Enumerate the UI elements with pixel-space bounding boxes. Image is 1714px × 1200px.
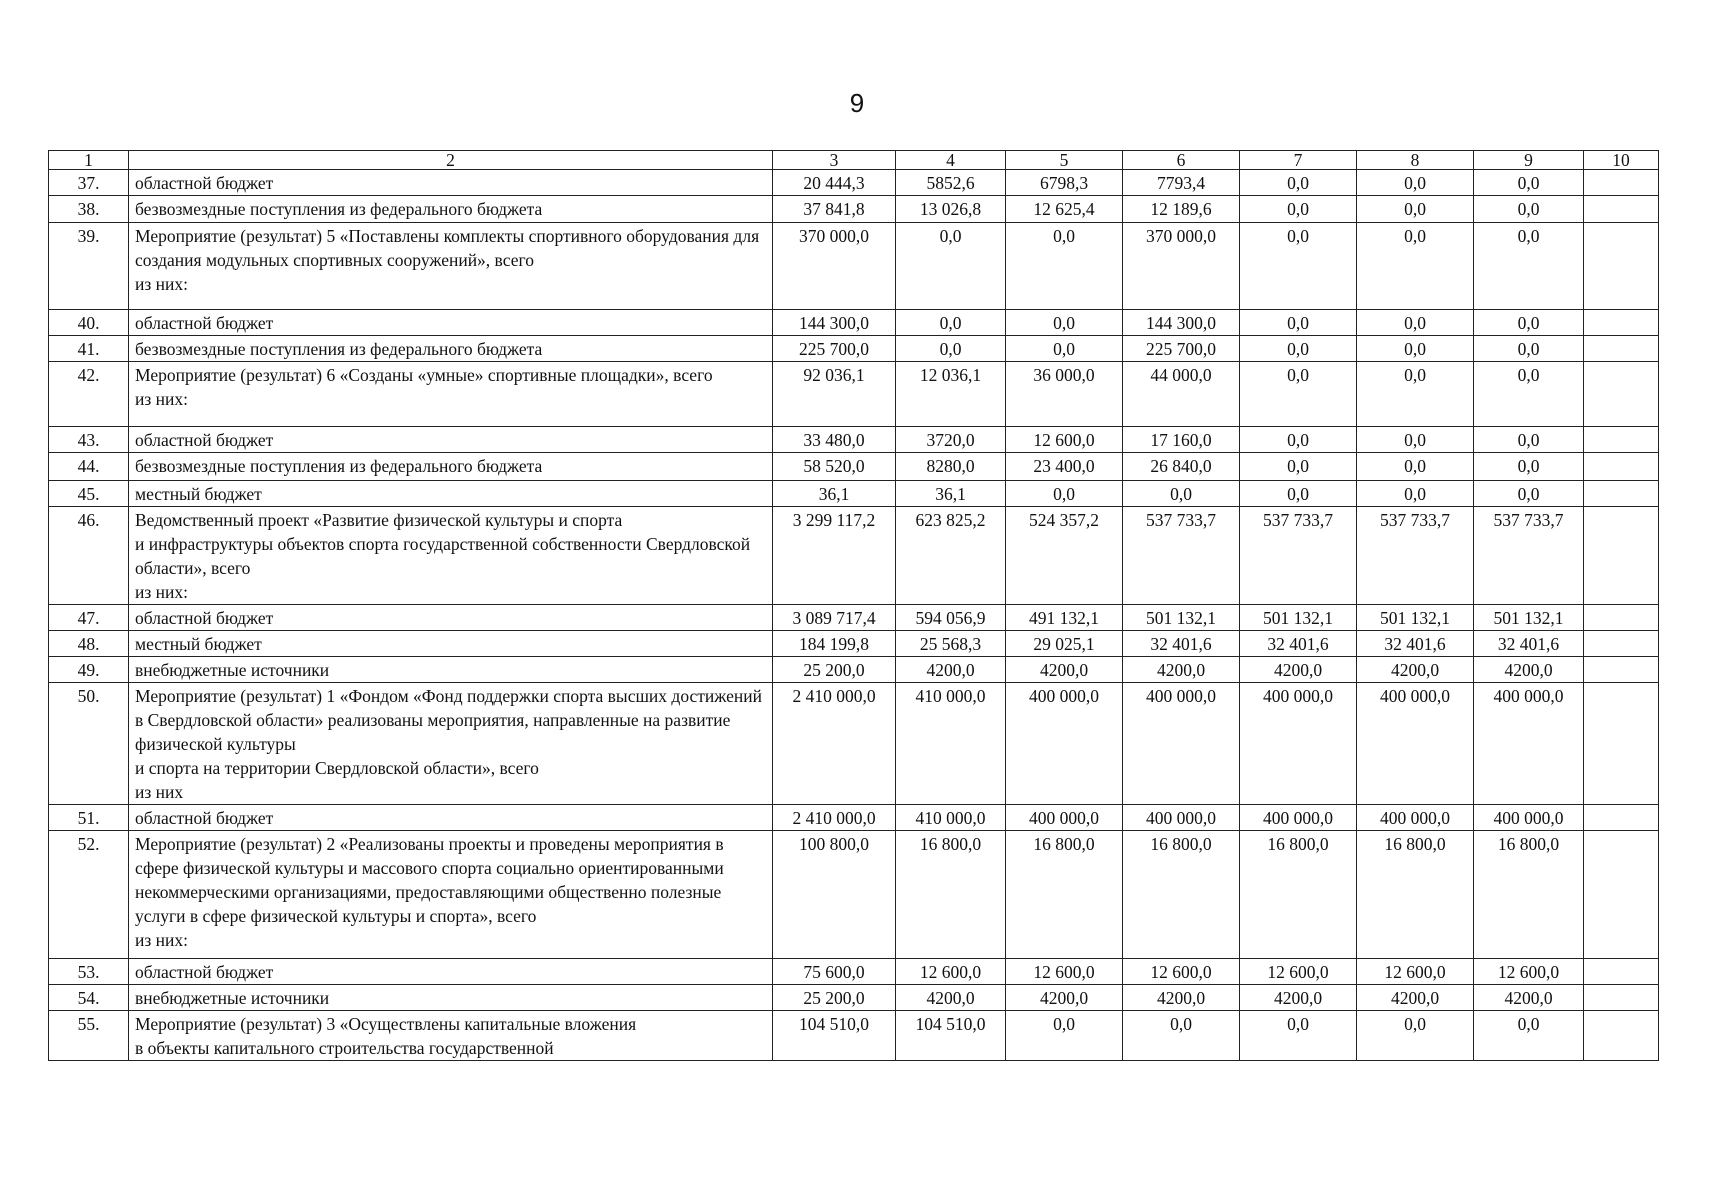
column-header: 5 xyxy=(1006,151,1123,170)
value-cell: 104 510,0 xyxy=(896,1011,1006,1061)
column-header: 2 xyxy=(129,151,773,170)
table-row xyxy=(49,507,1659,605)
value-cell: 0,0 xyxy=(896,336,1006,362)
value-cell: 32 401,6 xyxy=(1240,631,1357,657)
column-header: 6 xyxy=(1123,151,1240,170)
value-cell: 29 025,1 xyxy=(1006,631,1123,657)
value-cell: 0,0 xyxy=(1123,1011,1240,1061)
value-cell: 17 160,0 xyxy=(1123,427,1240,453)
value-cell: 16 800,0 xyxy=(1357,831,1474,959)
table-row xyxy=(49,362,1659,427)
value-cell: 12 600,0 xyxy=(1006,959,1123,985)
row-name-cell: безвозмездные поступления из федерального бюджета xyxy=(129,453,773,481)
value-cell: 4200,0 xyxy=(1357,657,1474,683)
value-cell: 25 200,0 xyxy=(773,657,896,683)
value-cell xyxy=(1584,362,1659,427)
row-name-cell: Мероприятие (результат) 3 «Осуществлены капитальные вложения в объекты капитального строительства государственной xyxy=(129,1011,773,1061)
row-name-cell: областной бюджет xyxy=(129,805,773,831)
table-row xyxy=(49,657,1659,683)
value-cell: 32 401,6 xyxy=(1474,631,1584,657)
value-cell: 0,0 xyxy=(1474,196,1584,223)
budget-table xyxy=(48,150,1659,1061)
value-cell: 410 000,0 xyxy=(896,805,1006,831)
value-cell: 370 000,0 xyxy=(773,223,896,310)
value-cell: 400 000,0 xyxy=(1357,683,1474,805)
value-cell xyxy=(1584,1011,1659,1061)
value-cell: 623 825,2 xyxy=(896,507,1006,605)
column-header: 7 xyxy=(1240,151,1357,170)
value-cell: 0,0 xyxy=(1474,362,1584,427)
value-cell xyxy=(1584,196,1659,223)
value-cell: 594 056,9 xyxy=(896,605,1006,631)
value-cell xyxy=(1584,605,1659,631)
value-cell: 0,0 xyxy=(1474,336,1584,362)
row-number-cell: 44. xyxy=(49,453,129,481)
value-cell: 6798,3 xyxy=(1006,170,1123,196)
value-cell: 0,0 xyxy=(1357,453,1474,481)
value-cell: 400 000,0 xyxy=(1474,683,1584,805)
value-cell: 400 000,0 xyxy=(1006,805,1123,831)
row-number-cell: 46. xyxy=(49,507,129,605)
table-row xyxy=(49,631,1659,657)
value-cell: 3 299 117,2 xyxy=(773,507,896,605)
value-cell: 4200,0 xyxy=(1006,985,1123,1011)
value-cell: 12 625,4 xyxy=(1006,196,1123,223)
row-number-cell: 38. xyxy=(49,196,129,223)
value-cell: 0,0 xyxy=(1357,336,1474,362)
value-cell xyxy=(1584,657,1659,683)
value-cell: 16 800,0 xyxy=(1123,831,1240,959)
row-number-cell: 51. xyxy=(49,805,129,831)
row-name-cell: внебюджетные источники xyxy=(129,985,773,1011)
value-cell: 8280,0 xyxy=(896,453,1006,481)
value-cell: 4200,0 xyxy=(1240,657,1357,683)
value-cell: 0,0 xyxy=(1474,1011,1584,1061)
value-cell: 32 401,6 xyxy=(1357,631,1474,657)
value-cell: 2 410 000,0 xyxy=(773,683,896,805)
value-cell: 0,0 xyxy=(1123,481,1240,507)
value-cell: 501 132,1 xyxy=(1357,605,1474,631)
value-cell: 16 800,0 xyxy=(1240,831,1357,959)
value-cell: 16 800,0 xyxy=(1474,831,1584,959)
table-row xyxy=(49,223,1659,310)
row-number-cell: 45. xyxy=(49,481,129,507)
value-cell xyxy=(1584,683,1659,805)
value-cell: 12 600,0 xyxy=(1240,959,1357,985)
value-cell: 410 000,0 xyxy=(896,683,1006,805)
row-number-cell: 55. xyxy=(49,1011,129,1061)
value-cell xyxy=(1584,453,1659,481)
row-number-cell: 53. xyxy=(49,959,129,985)
value-cell: 4200,0 xyxy=(1240,985,1357,1011)
value-cell: 0,0 xyxy=(1357,310,1474,336)
value-cell xyxy=(1584,985,1659,1011)
value-cell: 0,0 xyxy=(1474,453,1584,481)
table-row xyxy=(49,427,1659,453)
value-cell: 0,0 xyxy=(1474,223,1584,310)
value-cell: 32 401,6 xyxy=(1123,631,1240,657)
value-cell: 75 600,0 xyxy=(773,959,896,985)
value-cell: 144 300,0 xyxy=(773,310,896,336)
value-cell: 4200,0 xyxy=(1474,657,1584,683)
row-name-cell: областной бюджет xyxy=(129,427,773,453)
row-number-cell: 42. xyxy=(49,362,129,427)
value-cell: 537 733,7 xyxy=(1474,507,1584,605)
value-cell xyxy=(1584,481,1659,507)
value-cell: 36,1 xyxy=(896,481,1006,507)
value-cell: 400 000,0 xyxy=(1240,805,1357,831)
value-cell: 0,0 xyxy=(1240,362,1357,427)
value-cell: 225 700,0 xyxy=(773,336,896,362)
row-name-cell: безвозмездные поступления из федерального бюджета xyxy=(129,196,773,223)
value-cell: 0,0 xyxy=(1474,170,1584,196)
value-cell: 5852,6 xyxy=(896,170,1006,196)
value-cell: 0,0 xyxy=(1474,427,1584,453)
value-cell: 0,0 xyxy=(896,223,1006,310)
row-name-cell: областной бюджет xyxy=(129,170,773,196)
value-cell: 104 510,0 xyxy=(773,1011,896,1061)
value-cell: 3720,0 xyxy=(896,427,1006,453)
value-cell: 16 800,0 xyxy=(896,831,1006,959)
table-row xyxy=(49,959,1659,985)
table-row xyxy=(49,170,1659,196)
value-cell: 225 700,0 xyxy=(1123,336,1240,362)
value-cell: 0,0 xyxy=(1240,310,1357,336)
value-cell: 12 600,0 xyxy=(1006,427,1123,453)
value-cell: 12 036,1 xyxy=(896,362,1006,427)
row-name-cell: внебюджетные источники xyxy=(129,657,773,683)
value-cell xyxy=(1584,170,1659,196)
value-cell: 92 036,1 xyxy=(773,362,896,427)
value-cell: 400 000,0 xyxy=(1240,683,1357,805)
table-row xyxy=(49,985,1659,1011)
column-header: 10 xyxy=(1584,151,1659,170)
value-cell: 0,0 xyxy=(1240,481,1357,507)
value-cell: 0,0 xyxy=(1240,336,1357,362)
row-name-cell: Мероприятие (результат) 6 «Созданы «умные» спортивные площадки», всего из них: xyxy=(129,362,773,427)
value-cell xyxy=(1584,959,1659,985)
value-cell: 4200,0 xyxy=(1123,985,1240,1011)
row-number-cell: 41. xyxy=(49,336,129,362)
value-cell: 4200,0 xyxy=(1123,657,1240,683)
column-header: 3 xyxy=(773,151,896,170)
value-cell: 144 300,0 xyxy=(1123,310,1240,336)
value-cell: 0,0 xyxy=(1357,427,1474,453)
row-name-cell: Ведомственный проект «Развитие физической культуры и спорта и инфраструктуры объектов спорта государственной собственности Свердловской области», всего из них: xyxy=(129,507,773,605)
row-number-cell: 54. xyxy=(49,985,129,1011)
value-cell: 20 444,3 xyxy=(773,170,896,196)
value-cell: 0,0 xyxy=(1357,223,1474,310)
column-header: 8 xyxy=(1357,151,1474,170)
value-cell xyxy=(1584,507,1659,605)
value-cell: 4200,0 xyxy=(1474,985,1584,1011)
row-name-cell: местный бюджет xyxy=(129,481,773,507)
value-cell: 26 840,0 xyxy=(1123,453,1240,481)
value-cell: 0,0 xyxy=(1357,362,1474,427)
value-cell xyxy=(1584,223,1659,310)
row-number-cell: 50. xyxy=(49,683,129,805)
value-cell: 0,0 xyxy=(1240,223,1357,310)
value-cell: 370 000,0 xyxy=(1123,223,1240,310)
value-cell: 7793,4 xyxy=(1123,170,1240,196)
value-cell: 4200,0 xyxy=(896,985,1006,1011)
value-cell: 12 600,0 xyxy=(1123,959,1240,985)
value-cell: 36,1 xyxy=(773,481,896,507)
value-cell: 501 132,1 xyxy=(1474,605,1584,631)
row-name-cell: Мероприятие (результат) 1 «Фондом «Фонд поддержки спорта высших достижений в Свердловской области» реализованы мероприятия, направленные на развитие физической культуры и спорта на территории Свердловской области», всего из них xyxy=(129,683,773,805)
row-number-cell: 37. xyxy=(49,170,129,196)
value-cell: 400 000,0 xyxy=(1123,805,1240,831)
value-cell: 13 026,8 xyxy=(896,196,1006,223)
value-cell: 501 132,1 xyxy=(1123,605,1240,631)
value-cell xyxy=(1584,427,1659,453)
table-row xyxy=(49,805,1659,831)
value-cell: 537 733,7 xyxy=(1240,507,1357,605)
value-cell xyxy=(1584,336,1659,362)
value-cell: 33 480,0 xyxy=(773,427,896,453)
row-number-cell: 40. xyxy=(49,310,129,336)
value-cell: 491 132,1 xyxy=(1006,605,1123,631)
value-cell: 0,0 xyxy=(1006,481,1123,507)
value-cell: 0,0 xyxy=(1240,170,1357,196)
value-cell: 12 600,0 xyxy=(1357,959,1474,985)
value-cell: 537 733,7 xyxy=(1357,507,1474,605)
value-cell: 400 000,0 xyxy=(1357,805,1474,831)
row-number-cell: 47. xyxy=(49,605,129,631)
table-body xyxy=(49,170,1659,1061)
value-cell: 12 600,0 xyxy=(1474,959,1584,985)
value-cell xyxy=(1584,805,1659,831)
row-name-cell: областной бюджет xyxy=(129,310,773,336)
value-cell: 4200,0 xyxy=(1006,657,1123,683)
column-header: 9 xyxy=(1474,151,1584,170)
value-cell: 37 841,8 xyxy=(773,196,896,223)
value-cell: 0,0 xyxy=(1240,453,1357,481)
value-cell xyxy=(1584,310,1659,336)
table-row xyxy=(49,605,1659,631)
value-cell: 12 189,6 xyxy=(1123,196,1240,223)
row-name-cell: Мероприятие (результат) 5 «Поставлены комплекты спортивного оборудования для создания модульных спортивных сооружений», всего из них: xyxy=(129,223,773,310)
value-cell: 0,0 xyxy=(1240,1011,1357,1061)
value-cell: 0,0 xyxy=(1474,481,1584,507)
value-cell: 537 733,7 xyxy=(1123,507,1240,605)
value-cell: 501 132,1 xyxy=(1240,605,1357,631)
row-name-cell: безвозмездные поступления из федерального бюджета xyxy=(129,336,773,362)
value-cell: 400 000,0 xyxy=(1474,805,1584,831)
row-number-cell: 49. xyxy=(49,657,129,683)
value-cell: 4200,0 xyxy=(896,657,1006,683)
row-number-cell: 52. xyxy=(49,831,129,959)
page-number: 9 xyxy=(849,88,865,118)
value-cell xyxy=(1584,631,1659,657)
value-cell: 3 089 717,4 xyxy=(773,605,896,631)
value-cell: 58 520,0 xyxy=(773,453,896,481)
row-name-cell: областной бюджет xyxy=(129,605,773,631)
value-cell: 0,0 xyxy=(1357,1011,1474,1061)
value-cell: 16 800,0 xyxy=(1006,831,1123,959)
value-cell: 0,0 xyxy=(896,310,1006,336)
value-cell: 0,0 xyxy=(1240,196,1357,223)
value-cell: 400 000,0 xyxy=(1006,683,1123,805)
value-cell: 0,0 xyxy=(1006,223,1123,310)
table-row xyxy=(49,831,1659,959)
table-row xyxy=(49,196,1659,223)
row-name-cell: областной бюджет xyxy=(129,959,773,985)
value-cell: 0,0 xyxy=(1240,427,1357,453)
value-cell: 0,0 xyxy=(1357,170,1474,196)
table-row xyxy=(49,481,1659,507)
value-cell: 524 357,2 xyxy=(1006,507,1123,605)
value-cell: 12 600,0 xyxy=(896,959,1006,985)
table-row xyxy=(49,310,1659,336)
value-cell: 4200,0 xyxy=(1357,985,1474,1011)
value-cell: 36 000,0 xyxy=(1006,362,1123,427)
value-cell: 44 000,0 xyxy=(1123,362,1240,427)
value-cell: 0,0 xyxy=(1357,196,1474,223)
value-cell: 0,0 xyxy=(1006,336,1123,362)
row-number-cell: 43. xyxy=(49,427,129,453)
table-row xyxy=(49,336,1659,362)
value-cell: 0,0 xyxy=(1006,1011,1123,1061)
value-cell: 0,0 xyxy=(1357,481,1474,507)
table-row xyxy=(49,683,1659,805)
table-row xyxy=(49,1011,1659,1061)
header-row xyxy=(49,151,1659,170)
value-cell: 25 200,0 xyxy=(773,985,896,1011)
value-cell: 23 400,0 xyxy=(1006,453,1123,481)
row-name-cell: Мероприятие (результат) 2 «Реализованы проекты и проведены мероприятия в сфере физической культуры и массового спорта социально ориентированными некоммерческими организациями, предоставляющими общественно полезные услуги в сфере физической культуры и спорта», всего из них: xyxy=(129,831,773,959)
value-cell: 25 568,3 xyxy=(896,631,1006,657)
value-cell: 0,0 xyxy=(1474,310,1584,336)
row-name-cell: местный бюджет xyxy=(129,631,773,657)
value-cell: 184 199,8 xyxy=(773,631,896,657)
row-number-cell: 48. xyxy=(49,631,129,657)
table-row xyxy=(49,453,1659,481)
value-cell: 2 410 000,0 xyxy=(773,805,896,831)
value-cell xyxy=(1584,831,1659,959)
value-cell: 100 800,0 xyxy=(773,831,896,959)
column-header: 4 xyxy=(896,151,1006,170)
value-cell: 400 000,0 xyxy=(1123,683,1240,805)
column-header: 1 xyxy=(49,151,129,170)
row-number-cell: 39. xyxy=(49,223,129,310)
value-cell: 0,0 xyxy=(1006,310,1123,336)
